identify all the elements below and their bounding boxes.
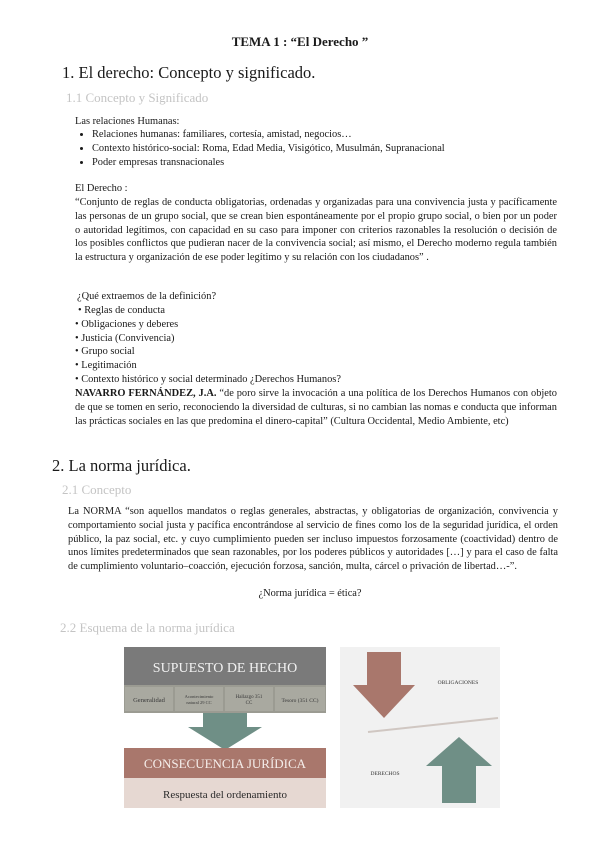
list-item: • Reglas de conducta	[78, 305, 166, 316]
extraemos-question: ¿Qué extraemos de la definición?	[77, 291, 217, 302]
obligaciones-label: OBLIGACIONES	[437, 680, 479, 686]
subsection-2-2-heading: 2.2 Esquema de la norma jurídica	[60, 620, 235, 635]
cell-text: Generalidad	[133, 697, 165, 704]
list-item: • Legitimación	[75, 360, 137, 372]
list-item: • Poder empresas transnacionales	[92, 156, 582, 170]
list-item: • Obligaciones y deberes	[75, 318, 179, 330]
list-item: • Contexto histórico-social: Roma, Edad Media, Visigótico, Musulmán, Supranacional	[92, 142, 582, 156]
norma-etica-question: ¿Norma jurídica = ética?	[258, 588, 362, 599]
list-item: • Contexto histórico y social determinado ¿Derechos Humanos?	[75, 373, 341, 385]
subsection-1-1-heading: 1.1 Concepto y Significado	[66, 90, 209, 105]
respuesta-label: Respuesta del ordenamiento	[162, 789, 288, 801]
navarro-author: NAVARRO FERNÁNDEZ, J.A.	[75, 388, 217, 399]
navarro-text: “de poro sirve la invocación a una política de los Derechos Humanos con objeto de que se tomen en serio, reconociendo la diversidad de culturas, si no cambian las nomas e conducta que informan las prácticas sociales en las que predomina el dinero-capital” (Cultura Occidental, Medio Ambiente, etc)	[75, 388, 558, 427]
derecho-label: El Derecho :	[75, 183, 128, 194]
subsection-2-1-heading: 2.1 Concepto	[62, 482, 132, 497]
down-arrow-icon	[188, 713, 262, 750]
cell-text: Tesoro (351 CC)	[281, 698, 319, 704]
relaciones-label: Las relaciones Humanas:	[75, 116, 180, 127]
list-item: • Justicia (Convivencia)	[75, 332, 175, 344]
cell-text: Hallazgo 351 CC	[235, 695, 263, 706]
derecho-definition: “Conjunto de reglas de conducta obligatorias, ordenadas y organizadas para una convivencia justa y pacíficamente las personas de un grupo social, que se crean bien espontáneamente por el propio grupo social, o bien por un poder o autoridad legítimos, con capacidad en su caso para imponer con criterios razonables la resolución o decisión de los posibles conflictos que pudieran nacer de la convivencia social; así mismo, el Derecho moderno regula también la estructura y organización de ese poder legítimo y su relación con los ciudadanos” .	[75, 197, 557, 264]
section-1-heading: 1. El derecho: Concepto y significado.	[62, 63, 316, 82]
supuesto-label: SUPUESTO DE HECHO	[152, 661, 298, 676]
list-item: • Grupo social	[75, 346, 135, 358]
norma-text: “son aquellos mandatos o reglas generales, abstractas, y obligatorias de organización, convivencia y comportamiento social justa y pacífica encontrándose al servicio de fines como los de la seguridad jurídica, el orden público, la paz social, etc. y cuyo cumplimiento pueden ser incluso impuestos forzosamente (coactividad) dentro de unos límites predeterminados que sean razonables, por los poderes públicos y autoridades […] y para el caso de falta de cumplimiento voluntario–coacción, ejecución forzosa, sanción, multa, cárcel o privación de libertad…-”.	[68, 506, 558, 573]
cell-acontecimiento	[175, 687, 223, 711]
derechos-label: DERECHOS	[370, 771, 400, 777]
consecuencia-label: CONSECUENCIA JURÍDICA	[143, 756, 307, 771]
norma-label: La NORMA	[68, 506, 122, 517]
list-item: • Relaciones humanas: familiares, cortesía, amistad, negocios…	[92, 128, 582, 142]
document-title: TEMA 1 : “El Derecho ”	[231, 34, 369, 49]
cell-text: Acontecimiento natural 29 CC	[184, 694, 214, 705]
section-2-heading: 2. La norma jurídica.	[52, 456, 191, 475]
